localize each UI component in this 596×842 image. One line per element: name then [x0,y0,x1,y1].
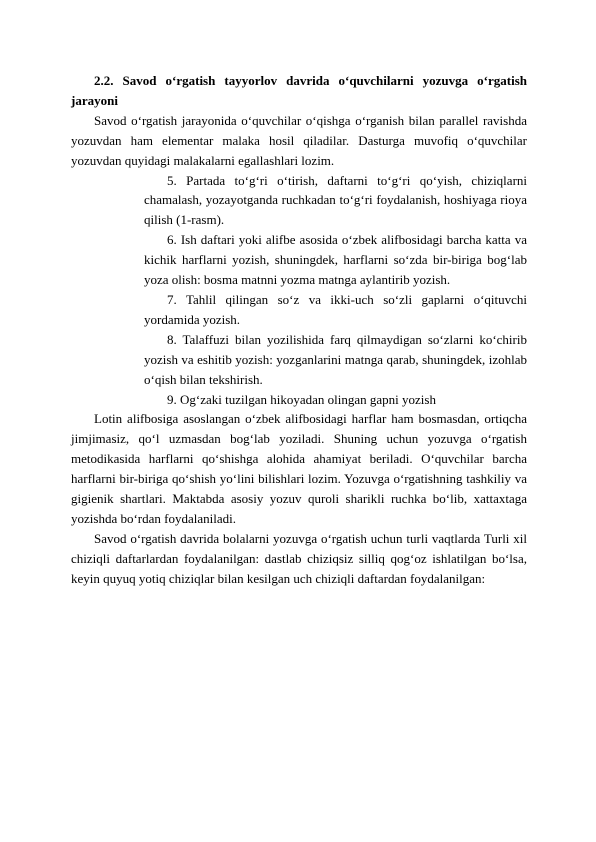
list-item [144,290,527,330]
list-item-text: Talaffuzi bilan yozilishida farq qilmaydigan so‘zlarni ko‘chirib yozish va eshitib yozish: yozganlarini matnga qarab, shuningdek, izohlab o‘qish bilan tekshirish. [144,331,527,387]
list-item-text: Ish daftari yoki alifbe asosida o‘zbek alifbosidagi barcha katta va kichik harflarni yozish, shuningdek, harflarni so‘zda bir-biriga bog‘lab yoza olish: bosma matnni yozma matnga aylantirib yozish. [144,232,528,288]
list-item [144,330,527,390]
list-item-number: 7. [167,291,177,307]
document-page [71,71,527,589]
list-item-number: 6. [167,232,177,248]
body-paragraph-notebooks: Savod o‘rgatish davrida bolalarni yozuvga o‘rgatish uchun turli vaqtlarda Turli xil chiziqli daftarlardan foydalanilgan: dastlab chiziqsiz silliq qog‘oz ishlatilgan bo‘lsa, keyin quyuq yotiq chiziqlar bilan kesilgan uch chiziqli daftardan foydalanilgan: [71,530,527,586]
body-paragraph-alphabet: Lotin alifbosiga asoslangan o‘zbek alifbosidagi harflar ham bosmasdan, ortiqcha jimjimasiz, qo‘l uzmasdan bog‘lab yoziladi. Shuning uchun yozuvga o‘rgatish metodikasida harflarni qo‘shishga alohida ahamiyat beriladi. O‘quvchilar barcha harflarni bir-biriga qo‘shish yo‘lini bilishlari lozim. Yozuvga o‘rgatishning tashkiliy va gigienik shartlari. Maktabda asosiy yozuv quroli sharikli ruchka bo‘lib, xattaxtaga yozishda bo‘rdan foydalaniladi. [71,411,527,526]
intro-paragraph: Savod o‘rgatish jarayonida o‘quvchilar o‘qishga o‘rganish bilan parallel ravishda yozuvdan ham elementar malaka hosil qiladilar. Dasturga muvofiq o‘quvchilar yozuvdan quyidagi malakalarni egallashlari lozim. [71,112,527,168]
list-item [144,171,527,231]
list-item [144,230,527,290]
list-item-number: 9. [167,391,177,407]
list-item-number: 8. [167,331,177,347]
skills-list [71,171,527,410]
list-item-text: Partada to‘g‘ri o‘tirish, daftarni to‘g‘ri qo‘yish, chiziqlarni chamalash, yozayotganda ruchkadan to‘g‘ri foydalanish, hoshiyaga rioya qilish (1-rasm). [144,172,528,228]
list-item-number: 5. [167,172,177,188]
list-item [144,390,527,410]
list-item-text: Og‘zaki tuzilgan hikoyadan olingan gapni yozish [180,391,436,407]
list-item-text: Tahlil qilingan so‘z va ikki-uch so‘zli gaplarni o‘qituvchi yordamida yozish. [144,291,528,327]
section-heading: 2.2. Savod o‘rgatish tayyorlov davrida o‘quvchilarni yozuvga o‘rgatish jarayoni [71,73,527,108]
